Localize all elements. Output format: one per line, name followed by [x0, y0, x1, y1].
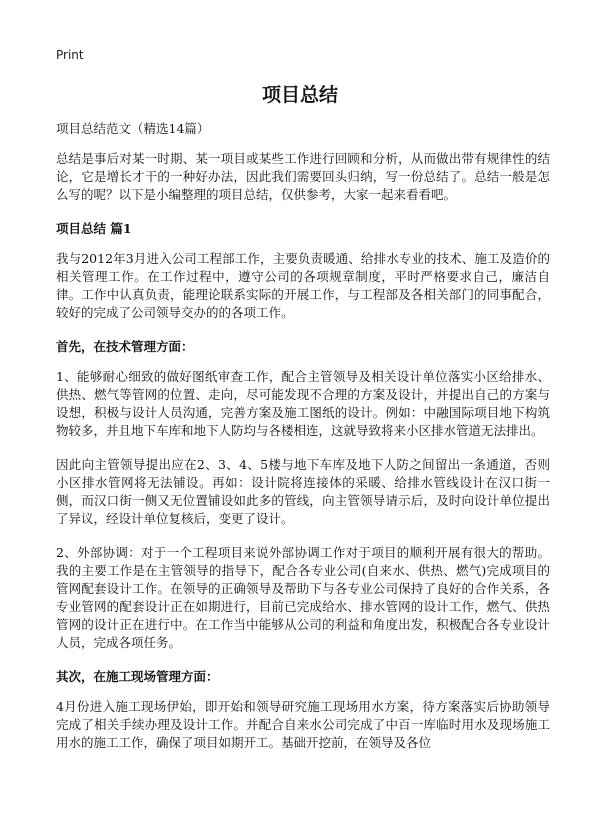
- document-title: 项目总结: [261, 84, 338, 106]
- article-heading: 项目总结 篇1: [56, 221, 132, 236]
- print-label: Print: [56, 48, 84, 62]
- paragraph-4: 2、外部协调：对于一个工程项目来说外部协调工作对于项目的顺利开展有很大的帮助。我的主要工作是在主管领导的指导下，配合各专业公司(自来水、供热、燃气)完成项目的管网配套设计工作。在领导的正确领导及帮助下与各专业公司保持了良好的合作关系，各专业管网的配套设计正在如期进行，目前已完成给水、排水管网的设计工作，燃气、供热管网的设计正在进行中。在工作当中能够从公司的利益和角度出发，积极配合各专业设计人员，完成各项任务。: [56, 545, 550, 650]
- section-heading-site: 其次，在施工现场管理方面：: [56, 669, 219, 684]
- paragraph-1: 我与2012年3月进入公司工程部工作，主要负责暖通、给排水专业的技术、施工及造价的相关管理工作。在工作过程中，遵守公司的各项规章制度，平时严格要求自己，廉洁自律。工作中认真负责，能理论联系实际的开展工作，与工程部及各相关部门的同事配合，较好的完成了公司领导交办的的各项工作。: [56, 251, 550, 320]
- paragraph-2: 1、能够耐心细致的做好图纸审查工作，配合主管领导及相关设计单位落实小区给排水、供热、燃气等管网的位置、走向，尽可能发现不合理的方案及设计，并提出自己的方案与设想，积极与设计人员沟通，完善方案及施工图纸的设计。例如：中融国际项目地下构筑物较多，并且地下车库和地下人防均与各楼相连，这就导致将来小区排水管道无法排出。: [56, 369, 550, 438]
- document-body: [56, 120, 550, 768]
- document-subtitle: 项目总结范文（精选14篇）: [56, 121, 210, 136]
- section-heading-technical: 首先，在技术管理方面：: [56, 339, 194, 354]
- paragraph-3: 因此向主管领导提出应在2、3、4、5楼与地下车库及地下人防之间留出一条通道，否则小区排水管网将无法铺设。再如：设计院将连接体的采暖、给排水管线设计在汉口街一侧，而汉口街一侧又无位置铺设如此多的管线，向主管领导请示后，及时向设计单位提出了异议，经设计单位复核后，变更了设计。: [56, 457, 550, 526]
- intro-paragraph: 总结是事后对某一时期、某一项目或某些工作进行回顾和分析，从而做出带有规律性的结论，它是增长才干的一种好办法，因此我们需要回头归纳，写一份总结了。总结一般是怎么写的呢？以下是小编整理的项目总结，仅供参考，大家一起来看看吧。: [56, 151, 550, 202]
- paragraph-5: 4月份进入施工现场伊始，即开始和领导研究施工现场用水方案，待方案落实后协助领导完成了相关手续办理及设计工作。并配合自来水公司完成了中百一库临时用水及现场施工用水的施工工作，确保了项目如期开工。基础开挖前，在领导及各位: [56, 699, 550, 750]
